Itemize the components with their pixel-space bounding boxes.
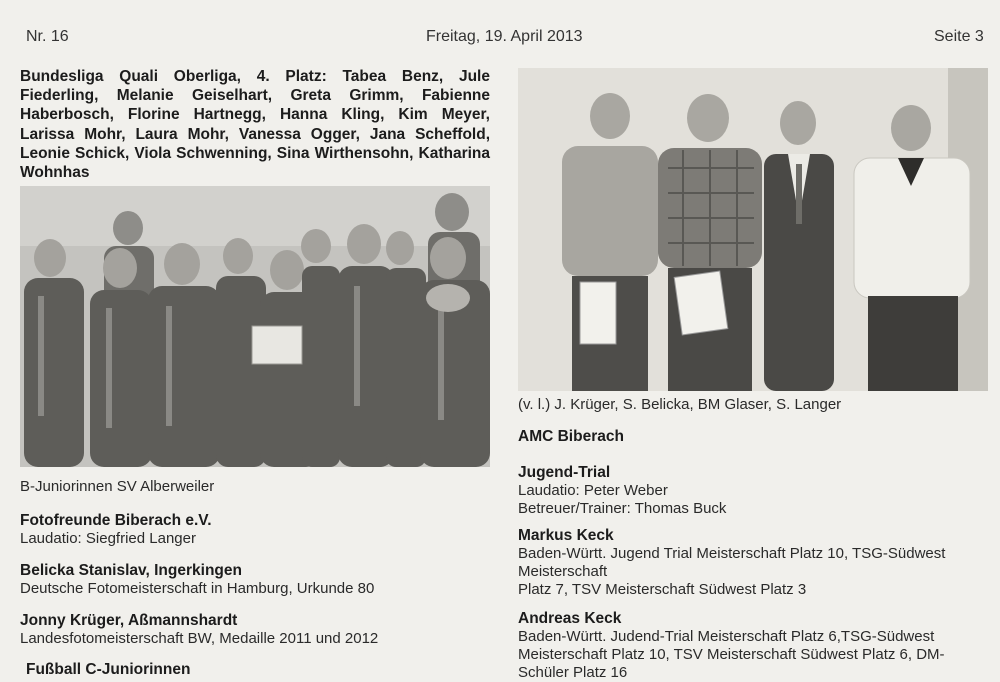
awardees-photo-caption: (v. l.) J. Krüger, S. Belicka, BM Glaser, S. Langer (518, 396, 842, 413)
section-line: Landesfotomeisterschaft BW, Medaille 2011 und 2012 (20, 630, 379, 647)
section-fotofreunde (20, 512, 212, 548)
section-fussball (26, 661, 190, 679)
section-title: AMC Biberach (518, 428, 624, 445)
section-jugend-trial (518, 464, 726, 518)
section-title: Belicka Stanislav, Ingerkingen (20, 562, 242, 579)
section-title: Markus Keck (518, 527, 614, 544)
section-line: Schüler Platz 16 (518, 664, 628, 681)
section-title: Fotofreunde Biberach e.V. (20, 512, 212, 529)
section-krueger (20, 612, 378, 648)
issue-number: Nr. 16 (26, 28, 69, 45)
section-line: Laudatio: Peter Weber (518, 482, 668, 499)
section-line: Meisterschaft Platz 10, TSV Meisterschaft Südwest Platz 6, DM- (518, 646, 945, 663)
section-line: Laudatio: Siegfried Langer (20, 530, 196, 547)
section-title: Jonny Krüger, Aßmannshardt (20, 612, 238, 629)
section-line: Betreuer/Trainer: Thomas Buck (518, 500, 727, 517)
team-photo (20, 186, 490, 467)
section-andreas-keck (518, 610, 945, 682)
team-photo-caption: B-Juniorinnen SV Alberweiler (20, 478, 215, 495)
page-number: Seite 3 (934, 28, 984, 45)
section-markus-keck (518, 527, 945, 599)
section-title: Andreas Keck (518, 610, 622, 627)
section-line: Deutsche Fotomeisterschaft in Hamburg, Urkunde 80 (20, 580, 375, 597)
section-line: Baden-Württ. Judend-Trial Meisterschaft Platz 6,TSG-Südwest (518, 628, 935, 645)
team-roster-paragraph: Bundesliga Quali Oberliga, 4. Platz: Tabea Benz, Jule Fiederling, Melanie Geiselhart, Greta Grimm, Fabienne Haberbosch, Florine Hartnegg, Hanna Kling, Kim Meyer, Larissa Mohr, Laura Mohr, Vanessa Ogger, Jana Scheffold, Leonie Schick, Viola Schwenning, Sina Wirthensohn, Katharina Wohnhas (20, 68, 490, 182)
section-title: Fußball C-Juniorinnen (26, 661, 191, 678)
section-line: Meisterschaft (518, 563, 608, 580)
section-line: Baden-Württ. Jugend Trial Meisterschaft Platz 10, TSG-Südwest (518, 545, 946, 562)
section-line: Platz 7, TSV Meisterschaft Südwest Platz 3 (518, 581, 807, 598)
section-amc (518, 428, 624, 446)
section-title: Jugend-Trial (518, 464, 611, 481)
awardees-photo (518, 68, 988, 391)
section-belicka (20, 562, 374, 598)
issue-date: Freitag, 19. April 2013 (426, 28, 583, 45)
